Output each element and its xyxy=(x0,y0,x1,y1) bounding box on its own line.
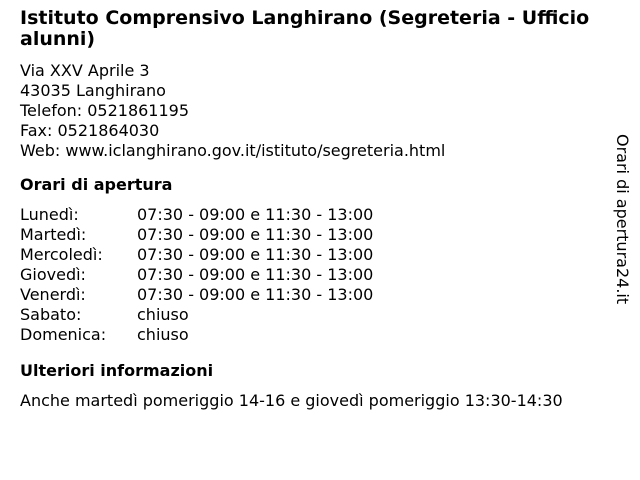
day-label: Lunedì: xyxy=(20,205,79,224)
time-value: 07:30 - 09:00 e 11:30 - 13:00 xyxy=(137,225,374,244)
info-text: Anche martedì pomeriggio 14-16 e giovedì pomeriggio 13:30-14:30 xyxy=(20,391,563,410)
hours-row xyxy=(20,265,605,285)
fax-number: Fax: 0521864030 xyxy=(20,121,160,140)
watermark-text: Orari di apertura24.it xyxy=(613,134,632,305)
time-value: chiuso xyxy=(137,305,189,324)
address-block xyxy=(20,61,605,161)
day-label: Giovedì: xyxy=(20,265,86,284)
phone-number: Telefon: 0521861195 xyxy=(20,101,190,120)
city-address: 43035 Langhirano xyxy=(20,81,166,100)
time-value: chiuso xyxy=(137,325,189,344)
hours-row xyxy=(20,245,605,265)
website: Web: www.iclanghirano.gov.it/istituto/segreteria.html xyxy=(20,141,446,160)
time-value: 07:30 - 09:00 e 11:30 - 13:00 xyxy=(137,265,374,284)
time-value: 07:30 - 09:00 e 11:30 - 13:00 xyxy=(137,205,374,224)
day-label: Venerdì: xyxy=(20,285,86,304)
day-label: Sabato: xyxy=(20,305,82,324)
info-heading: Ulteriori informazioni xyxy=(20,361,214,380)
hours-heading: Orari di apertura xyxy=(20,175,173,194)
page-title: Istituto Comprensivo Langhirano (Segreteria - Ufficio alunni) xyxy=(20,7,590,50)
hours-row xyxy=(20,225,605,245)
day-label: Domenica: xyxy=(20,325,107,344)
hours-row xyxy=(20,305,605,325)
business-card xyxy=(20,8,605,411)
time-value: 07:30 - 09:00 e 11:30 - 13:00 xyxy=(137,245,374,264)
time-value: 07:30 - 09:00 e 11:30 - 13:00 xyxy=(137,285,374,304)
day-label: Mercoledì: xyxy=(20,245,103,264)
hours-row xyxy=(20,285,605,305)
street-address: Via XXV Aprile 3 xyxy=(20,61,150,80)
day-label: Martedì: xyxy=(20,225,87,244)
hours-row xyxy=(20,325,605,345)
opening-hours-table xyxy=(20,205,605,345)
hours-row xyxy=(20,205,605,225)
